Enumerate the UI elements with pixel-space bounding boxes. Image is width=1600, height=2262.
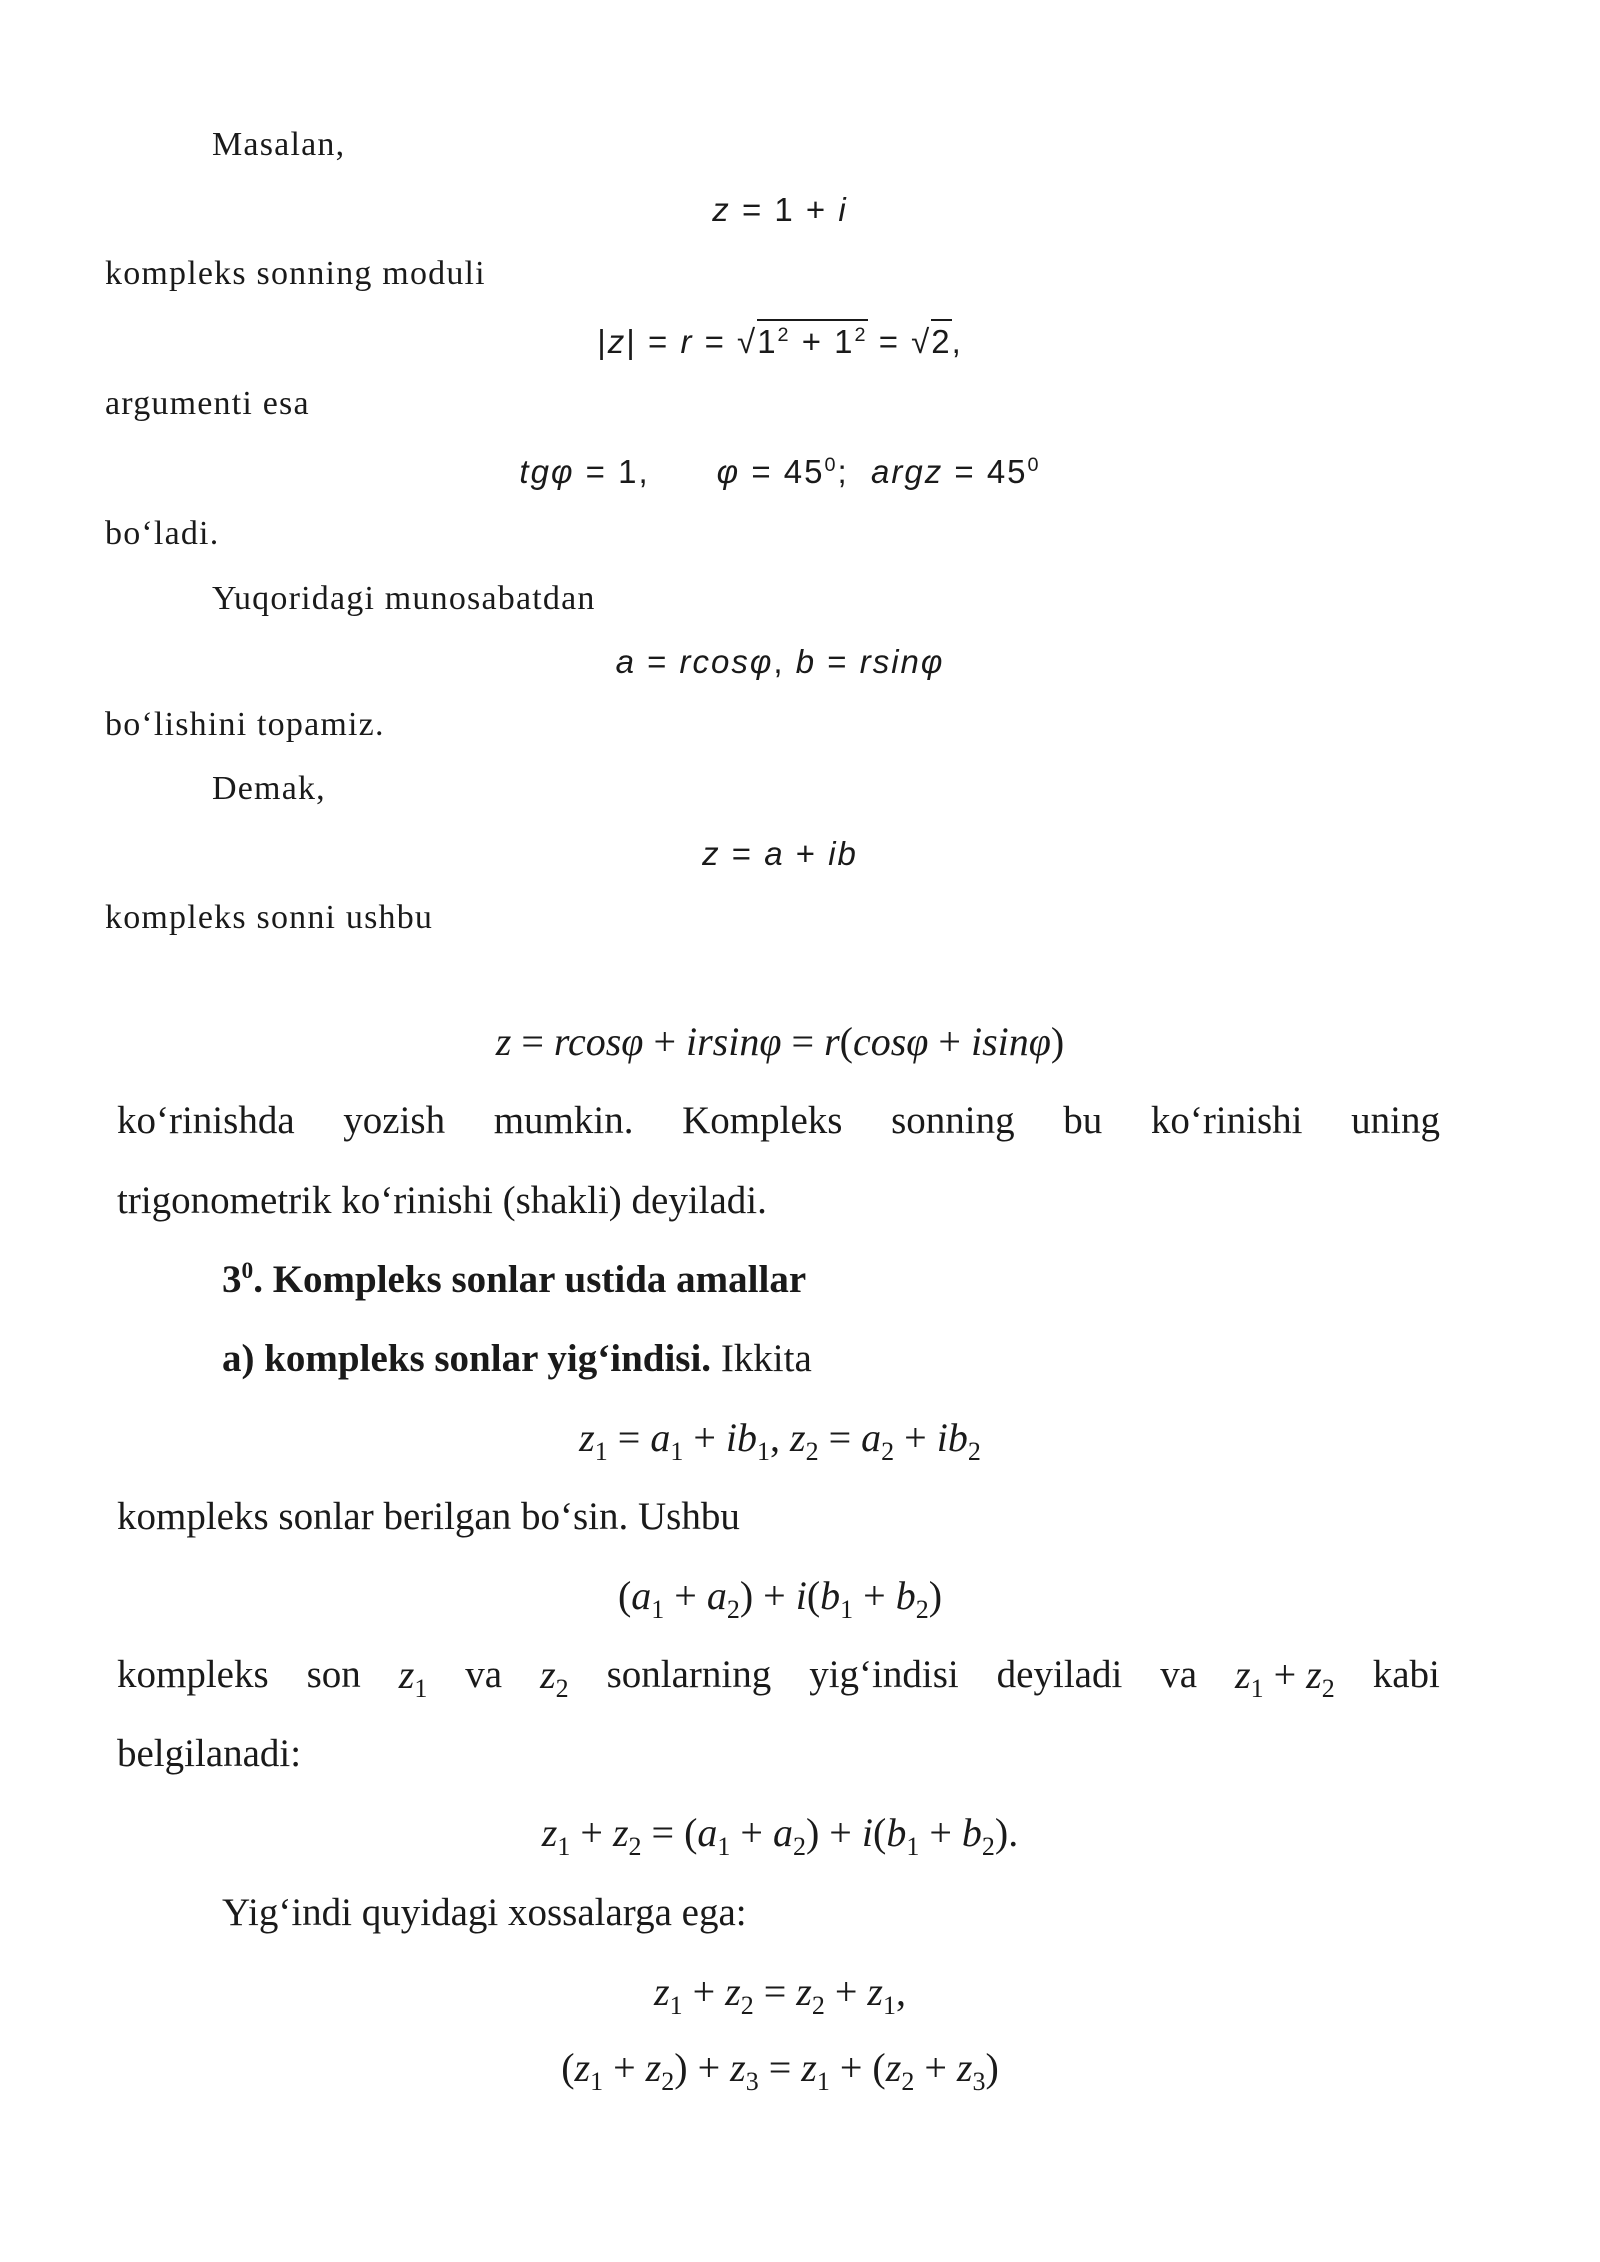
formula-z1-z2-def: $z_1 = a_1 + ib_1$, $z_2 = a_2 + ib_2$: [579, 1415, 981, 1467]
formula-associative: $(z_1 + z_2) + z_3 = z_1 + (z_2 + z_3)$: [561, 2045, 999, 2097]
paragraph-line-2: trigonometrik ko‘rinishi (shakli) deyiladi.: [117, 1179, 767, 1222]
formula-trigonometric-form: z = rcosφ + irsinφ = r(cosφ + isinφ): [495, 1019, 1065, 1064]
text-line-boladi: bo‘ladi.: [105, 515, 220, 552]
text-line-kompleks-sonni: kompleks sonni ushbu: [105, 899, 434, 936]
text-line-modulus: kompleks sonning moduli: [105, 255, 486, 292]
section-heading: $3^0$. Kompleks sonlar ustida amallar: [222, 1257, 807, 1301]
formula-z-equals-1-plus-i: z = 1 + i: [712, 191, 848, 228]
paragraph-line-1: ko‘rinishda yozish mumkin. Kompleks sonning bu ko‘rinishi uning: [117, 1099, 1440, 1142]
paragraph-line-3: kompleks sonlar berilgan bo‘sin. Ushbu: [117, 1495, 740, 1538]
formula-argument: tgφ = 1, $\varphi = 45^0$; argz = $45^0$: [519, 453, 1041, 490]
subsection-line: a) kompleks sonlar yig‘indisi. Ikkita: [222, 1337, 812, 1380]
formula-sum-definition: $z_1 + z_2 = (a_1 + a_2) + i(b_1 + b_2)$.: [541, 1810, 1019, 1862]
text-line-masalan: Masalan,: [212, 126, 346, 163]
text-line-argument: argumenti esa: [105, 385, 310, 422]
paragraph-line-6: Yig‘indi quyidagi xossalarga ega:: [222, 1891, 747, 1934]
formula-modulus: $|z| = r = √1^2 + 1^2 = √2$,: [0, 325, 1560, 358]
text-line-demak: Demak,: [212, 770, 326, 807]
text-line-yuqoridagi: Yuqoridagi munosabatdan: [212, 580, 596, 617]
text-line-bolishini: bo‘lishini topamiz.: [105, 706, 385, 743]
formula-commutative: $z_1 + z_2 = z_2 + z_1$,: [654, 1969, 906, 2021]
paragraph-line-4: kompleks son $z_1$ va $z_2$ sonlarning yig‘indisi deyiladi va $z_1 + z_2$ kabi: [117, 1652, 1440, 1704]
paragraph-line-5: belgilanadi:: [117, 1732, 302, 1775]
formula-sum-expression: $(a_1 + a_2) + i(b_1 + b_2)$: [617, 1573, 943, 1625]
formula-z-a-ib: z = a + ib: [702, 835, 858, 872]
formula-a-b: a = rcosφ, b = rsinφ: [615, 643, 945, 680]
